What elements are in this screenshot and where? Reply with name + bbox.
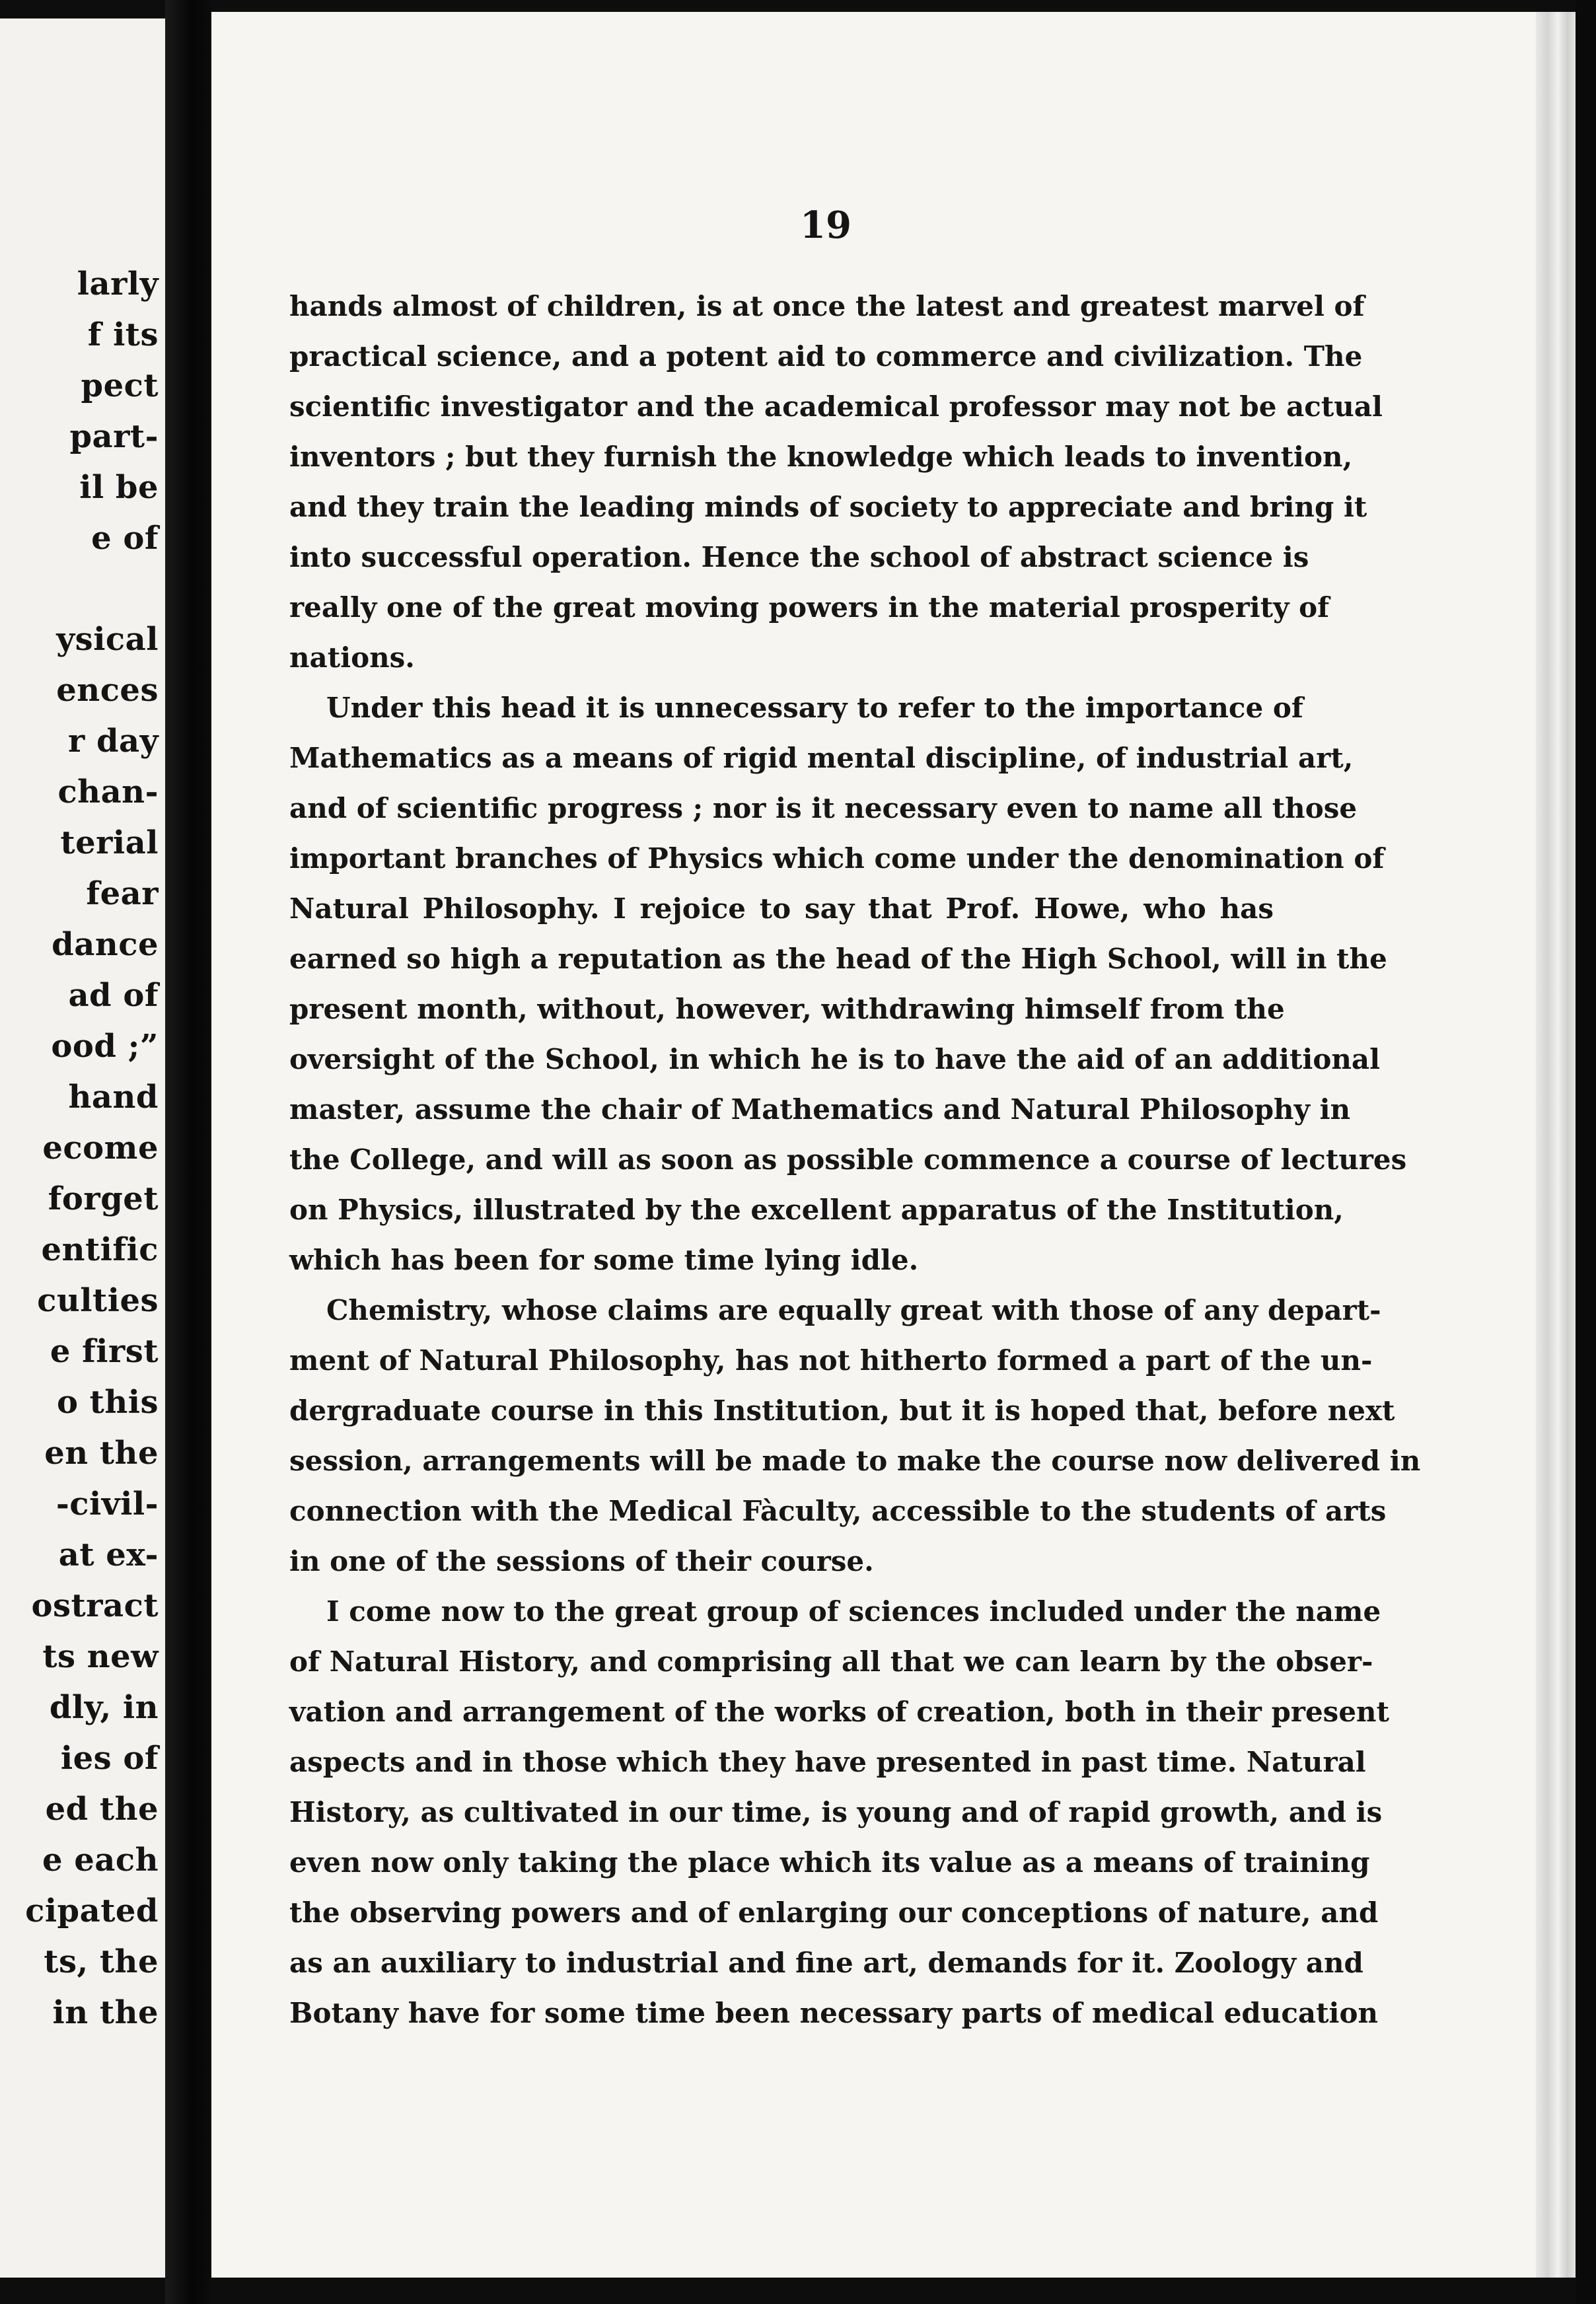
text-line: really one of the great moving powers in the material prosperity of bbox=[289, 591, 1330, 624]
left-page-line-fragment: terial bbox=[60, 824, 159, 861]
scan-border bbox=[1576, 0, 1596, 2304]
text-line: connection with the Medical Fàculty, accessible to the students of arts bbox=[289, 1495, 1387, 1527]
text-line: hands almost of children, is at once the latest and greatest marvel of bbox=[289, 290, 1365, 322]
text-line: I come now to the great group of sciences included under the name bbox=[326, 1595, 1381, 1628]
page bbox=[211, 12, 1566, 2278]
text-line: which has been for some time lying idle. bbox=[289, 1244, 919, 1276]
text-line: important branches of Physics which come under the denomination of bbox=[289, 842, 1385, 875]
book-gutter bbox=[165, 0, 211, 2304]
text-line: in one of the sessions of their course. bbox=[289, 1545, 874, 1577]
left-page-line-fragment: dance bbox=[52, 926, 159, 963]
left-page-line-fragment: ed the bbox=[45, 1791, 159, 1828]
left-page-line-fragment: fear bbox=[86, 875, 159, 912]
left-page-line-fragment: ysical bbox=[56, 621, 159, 658]
text-line: ment of Natural Philosophy, has not hitherto formed a part of the un- bbox=[289, 1344, 1373, 1377]
left-page-line-fragment: ostract bbox=[31, 1587, 159, 1624]
facing-page-left bbox=[0, 18, 165, 2278]
left-page-line-fragment: larly bbox=[77, 266, 159, 303]
left-page-line-fragment: chan- bbox=[57, 774, 159, 810]
left-page-line-fragment: entific bbox=[41, 1231, 159, 1268]
left-page-line-fragment: ies of bbox=[60, 1740, 159, 1777]
text-line: vation and arrangement of the works of creation, both in their present bbox=[289, 1696, 1389, 1728]
text-line: oversight of the School, in which he is to have the aid of an additional bbox=[289, 1043, 1381, 1075]
left-page-line-fragment: part- bbox=[69, 418, 159, 455]
left-page-line-fragment: il be bbox=[79, 469, 159, 506]
left-page-line-fragment: ood ;” bbox=[51, 1028, 159, 1065]
text-line: even now only taking the place which its value as a means of training bbox=[289, 1846, 1370, 1879]
text-line: Under this head it is unnecessary to refer to the importance of bbox=[326, 692, 1303, 724]
left-page-line-fragment: at ex- bbox=[58, 1536, 159, 1573]
text-line: scientific investigator and the academical professor may not be actual bbox=[289, 390, 1383, 423]
text-line: earned so high a reputation as the head of the High School, will in the bbox=[289, 943, 1387, 975]
text-line: of Natural History, and comprising all that we can learn by the obser- bbox=[289, 1645, 1373, 1678]
left-page-line-fragment: dly, in bbox=[49, 1689, 159, 1726]
left-page-line-fragment: f its bbox=[87, 316, 159, 353]
text-line: as an auxiliary to industrial and fine art, demands for it. Zoology and bbox=[289, 1947, 1363, 1979]
paragraph bbox=[289, 683, 1407, 1285]
text-line: dergraduate course in this Institution, but it is hoped that, before next bbox=[289, 1394, 1395, 1427]
left-page-line-fragment: ecome bbox=[42, 1130, 159, 1167]
text-line: Chemistry, whose claims are equally great with those of any depart- bbox=[326, 1294, 1381, 1326]
text-line: the College, and will as soon as possible commence a course of lectures bbox=[289, 1143, 1407, 1176]
text-line: session, arrangements will be made to make the course now delivered in bbox=[289, 1445, 1421, 1477]
paragraph bbox=[289, 1285, 1421, 1587]
left-page-line-fragment: ts, the bbox=[44, 1943, 159, 1980]
text-line: Natural Philosophy. I rejoice to say that Prof. Howe, who has bbox=[289, 892, 1274, 925]
body-text bbox=[289, 281, 1421, 2038]
left-page-line-fragment: e first bbox=[50, 1333, 159, 1370]
left-page-line-fragment: en the bbox=[44, 1435, 159, 1472]
left-page-line-fragment: ts new bbox=[42, 1638, 159, 1675]
left-page-line-fragment: in the bbox=[52, 1994, 159, 2031]
left-page-line-fragment: r day bbox=[67, 723, 159, 760]
text-line: the observing powers and of enlarging our conceptions of nature, and bbox=[289, 1896, 1379, 1929]
left-page-line-fragment: e of bbox=[91, 520, 159, 557]
left-page-line-fragment: ences bbox=[56, 672, 159, 709]
left-page-line-fragment: hand bbox=[68, 1079, 159, 1116]
text-line: and they train the leading minds of society to appreciate and bring it bbox=[289, 491, 1367, 523]
left-page-line-fragment: o this bbox=[56, 1384, 159, 1421]
text-line: Mathematics as a means of rigid mental discipline, of industrial art, bbox=[289, 742, 1354, 774]
text-line: practical science, and a potent aid to commerce and civilization. The bbox=[289, 340, 1363, 373]
left-page-line-fragment: forget bbox=[48, 1180, 159, 1217]
left-page-line-fragment: -civil- bbox=[55, 1486, 159, 1523]
text-line: master, assume the chair of Mathematics and Natural Philosophy in bbox=[289, 1093, 1351, 1126]
left-page-line-fragment: cipated bbox=[25, 1892, 159, 1929]
paragraph bbox=[289, 281, 1383, 683]
left-page-line-fragment: e each bbox=[42, 1842, 159, 1879]
text-line: into successful operation. Hence the school of abstract science is bbox=[289, 541, 1309, 573]
left-page-line-fragment: culties bbox=[37, 1282, 159, 1319]
text-line: inventors ; but they furnish the knowledge which leads to invention, bbox=[289, 441, 1353, 473]
page-edges bbox=[1536, 12, 1576, 2278]
left-page-line-fragment: ad of bbox=[68, 977, 159, 1014]
text-line: aspects and in those which they have presented in past time. Natural bbox=[289, 1746, 1366, 1778]
paragraph bbox=[289, 1587, 1389, 2038]
page-number: 19 bbox=[800, 203, 852, 247]
left-page-line-fragment: pect bbox=[81, 367, 159, 404]
text-line: and of scientific progress ; nor is it necessary even to name all those bbox=[289, 792, 1358, 824]
text-line: History, as cultivated in our time, is young and of rapid growth, and is bbox=[289, 1796, 1383, 1828]
text-line: present month, without, however, withdrawing himself from the bbox=[289, 993, 1285, 1025]
text-line: on Physics, illustrated by the excellent apparatus of the Institution, bbox=[289, 1194, 1344, 1226]
text-line: Botany have for some time been necessary parts of medical education bbox=[289, 1997, 1379, 2029]
text-line: nations. bbox=[289, 641, 415, 674]
